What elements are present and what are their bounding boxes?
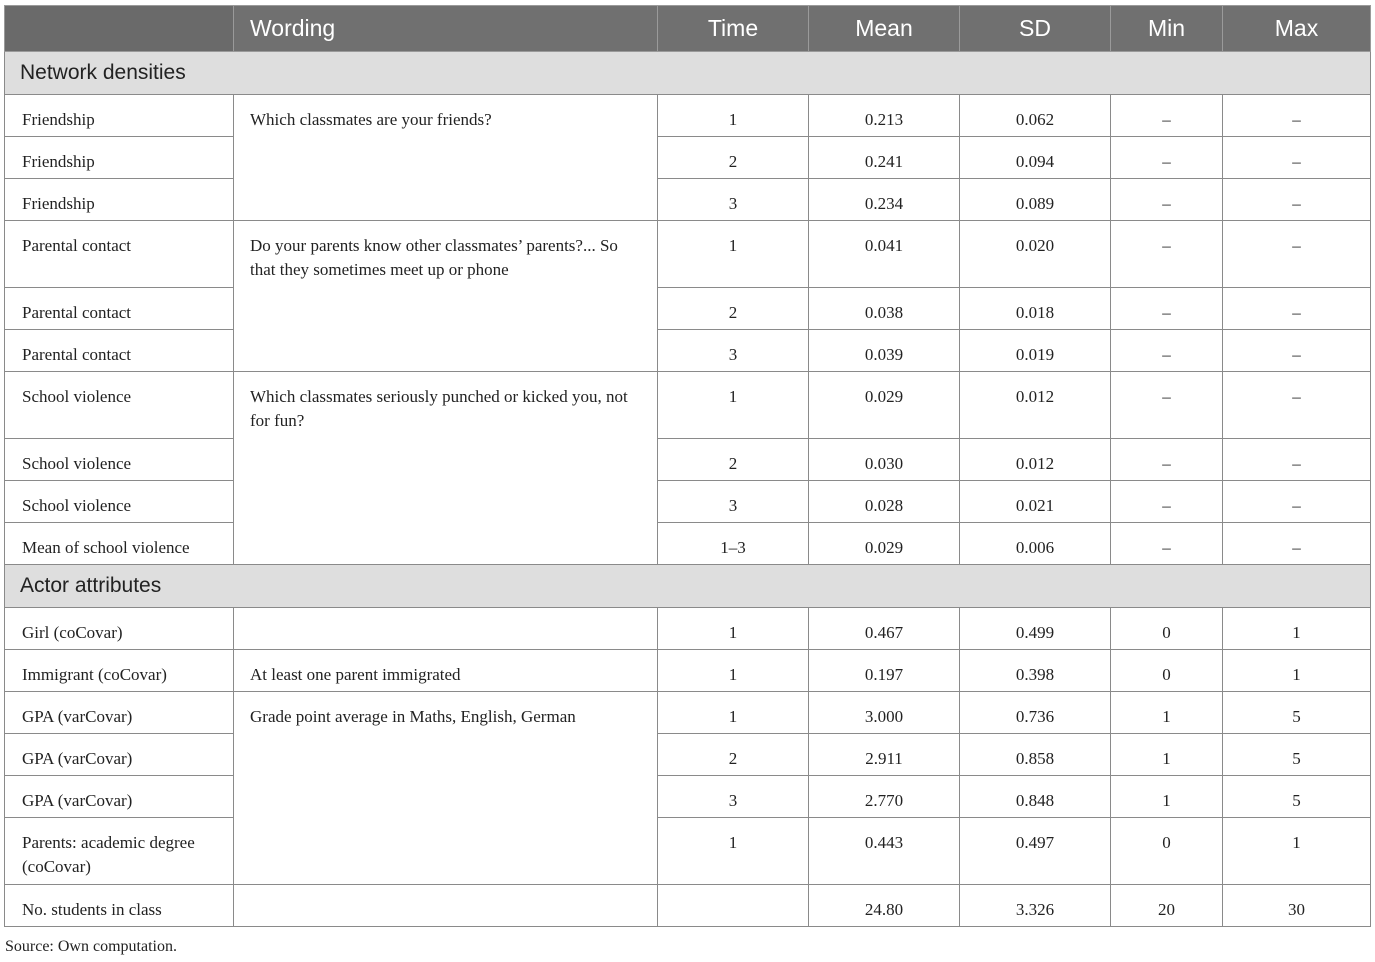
variable-cell: GPA (varCovar): [5, 734, 234, 776]
header-row: [5, 6, 1371, 52]
variable-cell: Parents: academic degree (coCovar): [5, 818, 234, 885]
table-row: [5, 650, 1371, 692]
variable-cell: Parental contact: [5, 330, 234, 372]
variable-cell: GPA (varCovar): [5, 776, 234, 818]
min-cell: –: [1111, 439, 1223, 481]
time-cell: 2: [658, 288, 809, 330]
table-row: [5, 776, 1371, 818]
max-cell: 5: [1223, 776, 1371, 818]
sd-cell: 3.326: [960, 885, 1111, 927]
max-cell: –: [1223, 523, 1371, 565]
variable-cell: Friendship: [5, 179, 234, 221]
mean-cell: 0.028: [809, 481, 960, 523]
descriptive-statistics-table: [4, 5, 1371, 927]
table-row: [5, 95, 1371, 137]
min-cell: 20: [1111, 885, 1223, 927]
time-cell: 3: [658, 330, 809, 372]
sd-cell: 0.499: [960, 608, 1111, 650]
sd-cell: 0.848: [960, 776, 1111, 818]
max-cell: –: [1223, 288, 1371, 330]
time-cell: 1: [658, 372, 809, 439]
min-cell: 0: [1111, 650, 1223, 692]
header-wording: Wording: [234, 6, 658, 52]
min-cell: 1: [1111, 776, 1223, 818]
time-cell: 1: [658, 608, 809, 650]
header-max: Max: [1223, 6, 1371, 52]
variable-cell: Friendship: [5, 95, 234, 137]
wording-cell: Do your parents know other classmates’ parents?... So that they sometimes meet up or phone: [234, 221, 658, 372]
table-row: [5, 288, 1371, 330]
min-cell: 0: [1111, 818, 1223, 885]
min-cell: –: [1111, 288, 1223, 330]
table-row: [5, 692, 1371, 734]
table-row: [5, 439, 1371, 481]
min-cell: –: [1111, 523, 1223, 565]
time-cell: 1: [658, 818, 809, 885]
mean-cell: 0.443: [809, 818, 960, 885]
mean-cell: 0.041: [809, 221, 960, 288]
table-row: [5, 137, 1371, 179]
variable-cell: Girl (coCovar): [5, 608, 234, 650]
min-cell: 0: [1111, 608, 1223, 650]
max-cell: –: [1223, 95, 1371, 137]
min-cell: 1: [1111, 692, 1223, 734]
variable-cell: No. students in class: [5, 885, 234, 927]
mean-cell: 3.000: [809, 692, 960, 734]
max-cell: 5: [1223, 692, 1371, 734]
table-row: [5, 372, 1371, 439]
max-cell: –: [1223, 179, 1371, 221]
min-cell: –: [1111, 95, 1223, 137]
variable-cell: School violence: [5, 481, 234, 523]
min-cell: 1: [1111, 734, 1223, 776]
mean-cell: 2.911: [809, 734, 960, 776]
time-cell: 3: [658, 481, 809, 523]
section-row-actor-attributes: [5, 565, 1371, 608]
variable-cell: Immigrant (coCovar): [5, 650, 234, 692]
sd-cell: 0.736: [960, 692, 1111, 734]
min-cell: –: [1111, 221, 1223, 288]
sd-cell: 0.497: [960, 818, 1111, 885]
max-cell: –: [1223, 481, 1371, 523]
table-row: [5, 818, 1371, 885]
mean-cell: 0.213: [809, 95, 960, 137]
sd-cell: 0.012: [960, 439, 1111, 481]
time-cell: 3: [658, 776, 809, 818]
variable-cell: Parental contact: [5, 288, 234, 330]
variable-cell: Mean of school violence: [5, 523, 234, 565]
max-cell: –: [1223, 330, 1371, 372]
time-cell: [658, 885, 809, 927]
wording-cell: [234, 608, 658, 650]
sd-cell: 0.398: [960, 650, 1111, 692]
wording-cell: [234, 885, 658, 927]
time-cell: 2: [658, 439, 809, 481]
sd-cell: 0.021: [960, 481, 1111, 523]
mean-cell: 2.770: [809, 776, 960, 818]
mean-cell: 0.029: [809, 372, 960, 439]
header-sd: SD: [960, 6, 1111, 52]
variable-cell: GPA (varCovar): [5, 692, 234, 734]
time-cell: 1: [658, 692, 809, 734]
table-row: [5, 523, 1371, 565]
time-cell: 1: [658, 95, 809, 137]
sd-cell: 0.012: [960, 372, 1111, 439]
sd-cell: 0.858: [960, 734, 1111, 776]
mean-cell: 24.80: [809, 885, 960, 927]
header-variable: [5, 6, 234, 52]
table-row: [5, 885, 1371, 927]
wording-cell: Which classmates are your friends?: [234, 95, 658, 221]
max-cell: 1: [1223, 818, 1371, 885]
mean-cell: 0.241: [809, 137, 960, 179]
table-row: [5, 330, 1371, 372]
section-label: Network densities: [5, 52, 1371, 95]
time-cell: 3: [658, 179, 809, 221]
header-mean: Mean: [809, 6, 960, 52]
mean-cell: 0.029: [809, 523, 960, 565]
section-row-network-densities: [5, 52, 1371, 95]
table-row: [5, 221, 1371, 288]
mean-cell: 0.039: [809, 330, 960, 372]
sd-cell: 0.094: [960, 137, 1111, 179]
table-row: [5, 608, 1371, 650]
max-cell: 1: [1223, 608, 1371, 650]
wording-cell: Grade point average in Maths, English, German: [234, 692, 658, 885]
max-cell: –: [1223, 439, 1371, 481]
table-row: [5, 734, 1371, 776]
max-cell: 30: [1223, 885, 1371, 927]
time-cell: 1–3: [658, 523, 809, 565]
variable-cell: School violence: [5, 372, 234, 439]
sd-cell: 0.006: [960, 523, 1111, 565]
header-time: Time: [658, 6, 809, 52]
variable-cell: Friendship: [5, 137, 234, 179]
table-row: [5, 481, 1371, 523]
sd-cell: 0.018: [960, 288, 1111, 330]
min-cell: –: [1111, 179, 1223, 221]
time-cell: 2: [658, 137, 809, 179]
sd-cell: 0.089: [960, 179, 1111, 221]
sd-cell: 0.062: [960, 95, 1111, 137]
mean-cell: 0.234: [809, 179, 960, 221]
min-cell: –: [1111, 481, 1223, 523]
section-label: Actor attributes: [5, 565, 1371, 608]
sd-cell: 0.019: [960, 330, 1111, 372]
max-cell: –: [1223, 221, 1371, 288]
max-cell: –: [1223, 372, 1371, 439]
time-cell: 1: [658, 650, 809, 692]
time-cell: 1: [658, 221, 809, 288]
mean-cell: 0.030: [809, 439, 960, 481]
mean-cell: 0.038: [809, 288, 960, 330]
time-cell: 2: [658, 734, 809, 776]
mean-cell: 0.197: [809, 650, 960, 692]
table-row: [5, 179, 1371, 221]
header-min: Min: [1111, 6, 1223, 52]
max-cell: 5: [1223, 734, 1371, 776]
max-cell: –: [1223, 137, 1371, 179]
min-cell: –: [1111, 137, 1223, 179]
min-cell: –: [1111, 372, 1223, 439]
mean-cell: 0.467: [809, 608, 960, 650]
max-cell: 1: [1223, 650, 1371, 692]
source-footnote: Source: Own computation.: [5, 938, 177, 955]
variable-cell: School violence: [5, 439, 234, 481]
min-cell: –: [1111, 330, 1223, 372]
wording-cell: At least one parent immigrated: [234, 650, 658, 692]
variable-cell: Parental contact: [5, 221, 234, 288]
sd-cell: 0.020: [960, 221, 1111, 288]
wording-cell: Which classmates seriously punched or kicked you, not for fun?: [234, 372, 658, 565]
